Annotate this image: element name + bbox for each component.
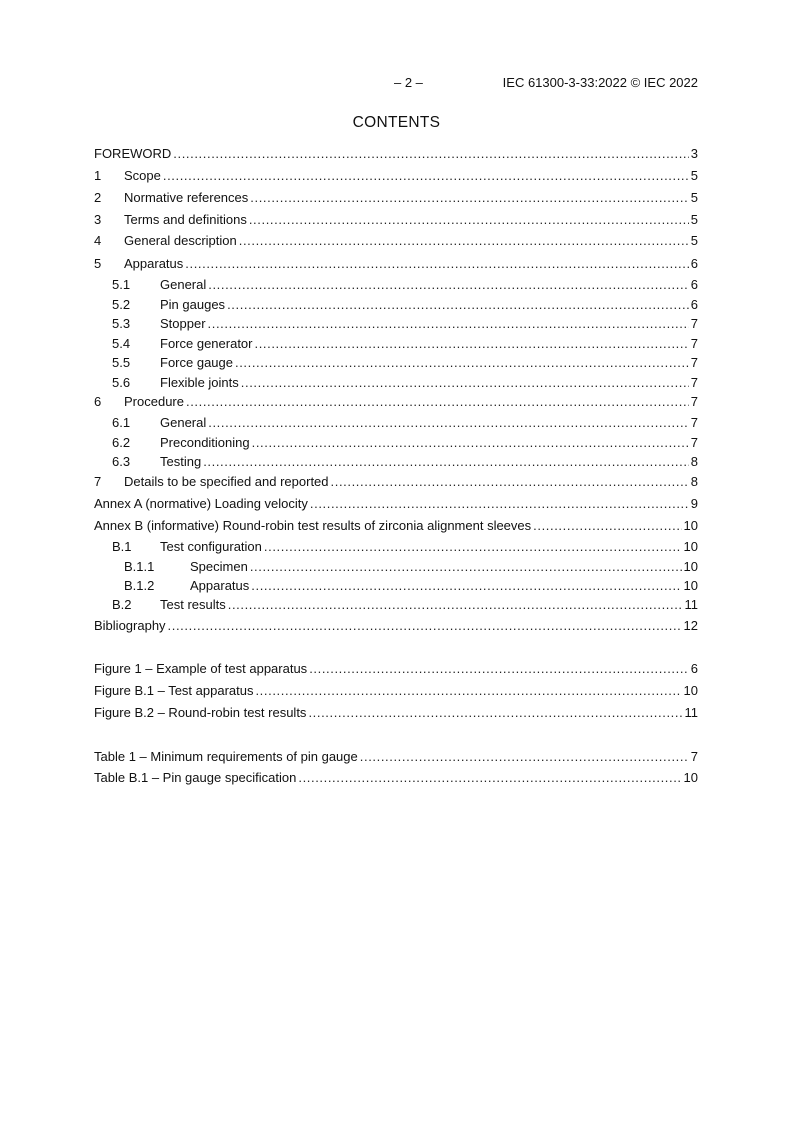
- entry-page-number: 10: [683, 539, 698, 554]
- dot-leader: [168, 617, 682, 634]
- toc-entry[interactable]: [94, 393, 698, 410]
- dot-leader: [208, 315, 689, 332]
- dot-leader: [533, 517, 681, 534]
- dot-leader: [255, 682, 681, 699]
- dot-leader: [309, 660, 689, 677]
- entry-title: Procedure: [124, 394, 184, 409]
- entry-number: B.2: [112, 597, 132, 612]
- toc-entry[interactable]: [94, 517, 698, 534]
- entry-number: 1: [94, 168, 102, 183]
- entry-number: 5.3: [112, 316, 131, 331]
- dot-leader: [298, 769, 681, 786]
- entry-page-number: 7: [690, 415, 698, 430]
- entry-title: Specimen: [190, 559, 248, 574]
- dot-leader: [163, 167, 689, 184]
- dot-leader: [241, 374, 689, 391]
- entry-page-number: 11: [684, 597, 698, 612]
- toc-entry[interactable]: [112, 434, 698, 451]
- dot-leader: [227, 296, 689, 313]
- toc-entry[interactable]: [94, 682, 698, 699]
- entry-page-number: 10: [683, 683, 698, 698]
- entry-title: Annex B (informative) Round-robin test results of zirconia alignment sleeves: [94, 518, 532, 533]
- entry-title: Table 1 – Minimum requirements of pin gauge: [94, 749, 358, 764]
- toc-entry[interactable]: [112, 538, 698, 555]
- dot-leader: [186, 393, 689, 410]
- entry-title: FOREWORD: [94, 146, 172, 161]
- entry-page-number: 7: [690, 375, 698, 390]
- entry-title: Testing: [160, 454, 202, 469]
- entry-page-number: 5: [690, 233, 698, 248]
- entry-page-number: 5: [690, 212, 698, 227]
- dot-leader: [228, 596, 683, 613]
- entry-title: Terms and definitions: [124, 212, 247, 227]
- dot-leader: [250, 189, 688, 206]
- toc-entry[interactable]: [94, 769, 698, 786]
- dot-leader: [264, 538, 682, 555]
- dot-leader: [235, 354, 689, 371]
- toc-entry[interactable]: [112, 335, 698, 352]
- entry-number: 5.4: [112, 336, 131, 351]
- dot-leader: [308, 704, 682, 721]
- entry-page-number: 9: [690, 496, 698, 511]
- entry-number: B.1: [112, 539, 132, 554]
- entry-title: General: [160, 277, 207, 292]
- entry-title: Apparatus: [190, 578, 250, 593]
- toc-entry[interactable]: [94, 660, 698, 677]
- entry-title: Force gauge: [160, 355, 233, 370]
- dot-leader: [252, 434, 689, 451]
- toc-entry[interactable]: [112, 414, 698, 431]
- entry-page-number: 10: [683, 770, 698, 785]
- entry-title: Table B.1 – Pin gauge specification: [94, 770, 297, 785]
- toc-entry[interactable]: [94, 255, 698, 272]
- toc-entry[interactable]: [112, 296, 698, 313]
- dot-leader: [249, 211, 689, 228]
- entry-number: 6: [94, 394, 102, 409]
- toc-entry[interactable]: [112, 276, 698, 293]
- entry-number: B.1.2: [124, 578, 155, 593]
- page-header: [94, 75, 698, 93]
- entry-number: 5.5: [112, 355, 131, 370]
- dot-leader: [255, 335, 689, 352]
- contents-title: CONTENTS: [352, 114, 441, 131]
- toc-entry[interactable]: [124, 558, 698, 575]
- entry-number: 5: [94, 256, 102, 271]
- entry-title: Annex A (normative) Loading velocity: [94, 496, 308, 511]
- entry-page-number: 7: [690, 435, 698, 450]
- entry-number: 6.2: [112, 435, 131, 450]
- entry-page-number: 7: [690, 336, 698, 351]
- entry-title: Stopper: [160, 316, 206, 331]
- toc-entry[interactable]: [94, 145, 698, 162]
- entry-page-number: 12: [683, 618, 698, 633]
- entry-page-number: 6: [690, 297, 698, 312]
- entry-page-number: 10: [683, 518, 698, 533]
- entry-page-number: 7: [690, 749, 698, 764]
- toc-entry[interactable]: [94, 704, 698, 721]
- document-reference: IEC 61300-3-33:2022 © IEC 2022: [502, 75, 698, 90]
- entry-title: Apparatus: [124, 256, 184, 271]
- entry-number: 5.6: [112, 375, 131, 390]
- entry-number: 2: [94, 190, 102, 205]
- dot-leader: [251, 577, 681, 594]
- toc-entry[interactable]: [112, 315, 698, 332]
- page-number: – 2 –: [394, 75, 423, 90]
- entry-title: Test results: [160, 597, 226, 612]
- entry-page-number: 6: [690, 661, 698, 676]
- entry-page-number: 7: [690, 355, 698, 370]
- entry-title: Test configuration: [160, 539, 262, 554]
- dot-leader: [310, 495, 689, 512]
- entry-title: Scope: [124, 168, 161, 183]
- toc-entry[interactable]: [112, 374, 698, 391]
- entry-page-number: 5: [690, 190, 698, 205]
- toc-entry[interactable]: [94, 211, 698, 228]
- toc-entry[interactable]: [94, 189, 698, 206]
- dot-leader: [360, 748, 689, 765]
- toc-entry[interactable]: [112, 354, 698, 371]
- entry-number: 4: [94, 233, 102, 248]
- entry-title: Flexible joints: [160, 375, 239, 390]
- entry-page-number: 7: [690, 316, 698, 331]
- entry-title: Bibliography: [94, 618, 166, 633]
- entry-number: 7: [94, 474, 102, 489]
- toc-entry[interactable]: [94, 232, 698, 249]
- toc-entry[interactable]: [94, 748, 698, 765]
- entry-title: Preconditioning: [160, 435, 250, 450]
- toc-entry[interactable]: [94, 495, 698, 512]
- entry-page-number: 6: [690, 256, 698, 271]
- entry-number: 5.1: [112, 277, 131, 292]
- dot-leader: [250, 558, 682, 575]
- entry-title: Figure B.2 – Round-robin test results: [94, 705, 307, 720]
- toc-entry[interactable]: [112, 453, 698, 470]
- dot-leader: [185, 255, 689, 272]
- dot-leader: [239, 232, 689, 249]
- entry-number: 3: [94, 212, 102, 227]
- entry-title: Figure 1 – Example of test apparatus: [94, 661, 308, 676]
- dot-leader: [331, 473, 689, 490]
- entry-number: 5.2: [112, 297, 131, 312]
- entry-title: General: [160, 415, 207, 430]
- entry-page-number: 3: [690, 146, 698, 161]
- dot-leader: [208, 276, 689, 293]
- entry-title: Pin gauges: [160, 297, 226, 312]
- toc-entry[interactable]: [94, 617, 698, 634]
- entry-page-number: 7: [690, 394, 698, 409]
- dot-leader: [203, 453, 689, 470]
- toc-entry[interactable]: [94, 167, 698, 184]
- toc-entry[interactable]: [124, 577, 698, 594]
- entry-page-number: 8: [690, 454, 698, 469]
- entry-number: 6.1: [112, 415, 131, 430]
- entry-title: Details to be specified and reported: [124, 474, 329, 489]
- dot-leader: [173, 145, 688, 162]
- toc-entry[interactable]: [112, 596, 698, 613]
- entry-number: 6.3: [112, 454, 131, 469]
- entry-number: B.1.1: [124, 559, 155, 574]
- entry-title: Normative references: [124, 190, 249, 205]
- entry-title: Force generator: [160, 336, 253, 351]
- dot-leader: [208, 414, 689, 431]
- entry-page-number: 10: [683, 559, 698, 574]
- entry-page-number: 8: [690, 474, 698, 489]
- entry-page-number: 5: [690, 168, 698, 183]
- entry-page-number: 6: [690, 277, 698, 292]
- entry-page-number: 11: [684, 705, 698, 720]
- entry-page-number: 10: [683, 578, 698, 593]
- entry-title: General description: [124, 233, 237, 248]
- entry-title: Figure B.1 – Test apparatus: [94, 683, 254, 698]
- toc-entry[interactable]: [94, 473, 698, 490]
